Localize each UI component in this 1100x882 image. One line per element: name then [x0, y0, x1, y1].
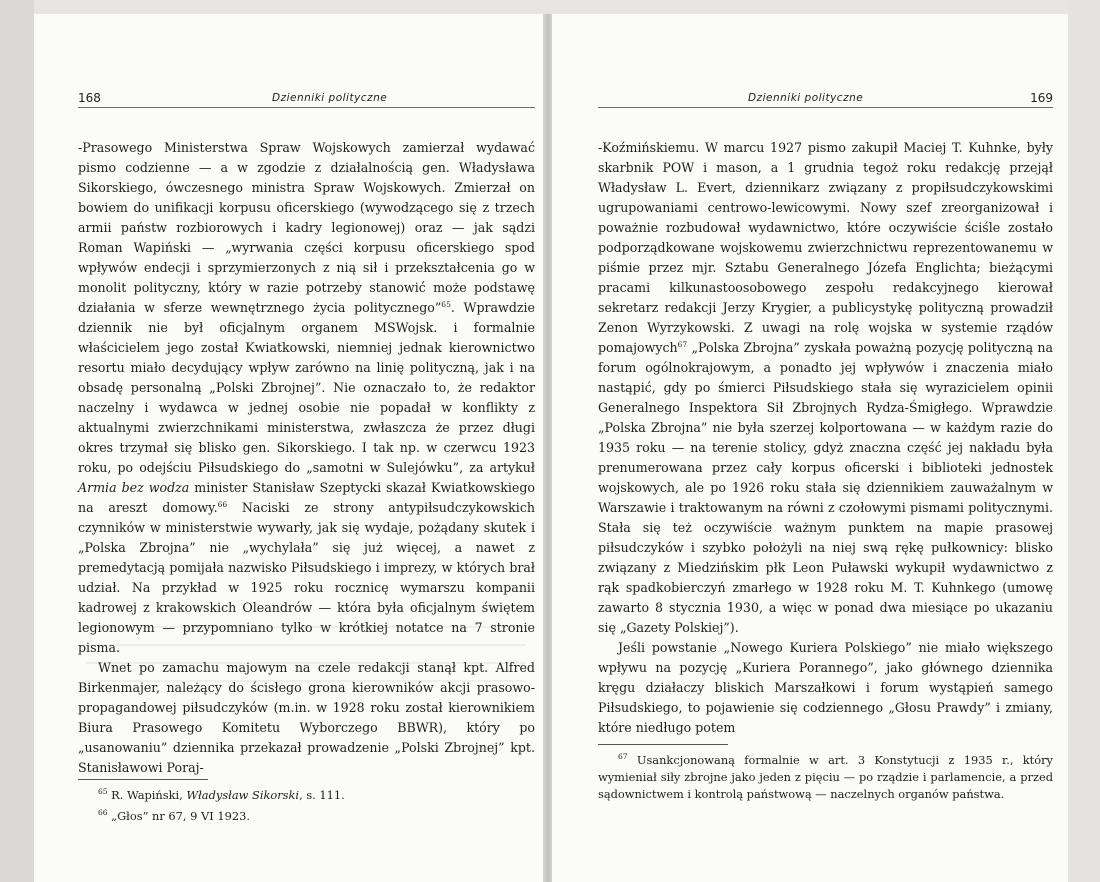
left-page-header: [78, 91, 535, 108]
footnote-rule: [78, 779, 208, 780]
paragraph: [598, 138, 1053, 638]
text-run: Wnet po zamachu majowym na czele redakcji stanął kpt. Alfred Birkenmajer, należący do ścisłego grona kierowników akcji prasowo-propagandowej piłsudczyków (m.in. w 1928 roku został kierownikiem Biura Prasowego Komitetu Wyborczego BBWR), który po „usanowaniu” dziennika przekazał prowadzenie „Polski Zbrojnej” kpt. Stanisławowi Poraj-: [78, 660, 535, 775]
left-page: [34, 14, 544, 882]
footnote-rule: [598, 744, 728, 745]
running-head: Dzienniki polityczne: [748, 92, 864, 104]
right-book-edge: [1068, 0, 1100, 882]
italic-title: Armia bez wodza: [78, 480, 190, 495]
text-run: Usankcjonowaną formalnie w art. 3 Konstytucji z 1935 r., który wymieniał siły zbrojne jako jeden z pięciu — po rządzie i parlamencie, a przed sądownictwem i kontrolą państwową — naczelnych organów państwa.: [598, 752, 1053, 801]
running-head: Dzienniki polityczne: [272, 92, 388, 104]
footnote-marker: 67: [618, 752, 628, 761]
footnote: [598, 748, 1053, 803]
left-book-edge: [0, 0, 34, 882]
footnote-marker: 65: [98, 787, 108, 796]
text-run: -Koźmińskiemu. W marcu 1927 pismo zakupił Maciej T. Kuhnke, były skarbnik POW i mason, a 1 grudnia tegoż roku redakcję przejął Władysław L. Evert, dziennikarz związany z propiłsudczykowskimi ugrupowaniami centrowo-lewicowymi. Nowy szef zreorganizował i poważnie rozbudował wydawnictwo, które oczywiście ściśle zostało podporządkowane wojskowemu zwierzchnictwu reprezentowanemu w piśmie przez mjr. Sztabu Generalnego Józefa Englichta; bieżącymi pracami kilkunastoosobowego zespołu redakcyjnego kierował sekretarz redakcji Jerzy Krygier, a publicystykę polityczną prowadził Zenon Wyrzykowski. Z uwagi na rolę wojska w systemie rządów pomajowych: [598, 140, 1053, 355]
text-run: Naciski ze strony antypiłsudczykowskich czynników w ministerstwie wywarły, jak się wydaje, pożądany skutek i „Polska Zbrojna” nie „wychylała” się już więcej, a nawet z premedytacją pomijała nazwisko Piłsudskiego i imprezy, w których brał udział. Na przykład w 1925 roku rocznicę wymarszu kompanii kadrowej z krakowskich Oleandrów — która była oficjalnym świętem legionowym — przypomniano tylko w krótkiej notatce na 7 stronie pisma.: [78, 500, 535, 655]
text-run: „Polska Zbrojna” zyskała poważną pozycję polityczną na forum ogólnokrajowym, a ponadto jej wpływów i znaczenia miało nastąpić, gdy po śmierci Piłsudskiego stała się wyrazicielem opinii Generalnego Inspektora Sił Zbrojnych Rydza-Śmigłego. Wprawdzie „Polska Zbrojna” nie była szerzej kolportowana — w każdym razie do 1935 roku — na terenie stolicy, gdyż znaczna część jej nakładu była prenumerowana przez cały korpus oficerski i biblioteki jednostek wojskowych, ale po 1926 roku stała się dziennikiem zauważalnym w Warszawie i traktowanym na równi z czołowymi pismami politycznymi. Stała się też oczywiście ważnym punktem na mapie prasowej piłsudczyków i szybko położyli na niej swą rękę pułkownicy: blisko związany z Miedzińskim płk Leon Puławski wykupił wydawnictwo z rąk spadkobierczyń zmarłego w 1928 roku M. T. Kuhnkego (umowę zawarto 8 stycznia 1930, a więc w ponad dwa miesiące po ukazaniu się „Gazety Polskiej”).: [598, 340, 1053, 635]
page-number: 169: [1030, 91, 1053, 105]
footnote-marker: 65: [441, 299, 451, 309]
paragraph: [78, 658, 535, 778]
right-body-text: [598, 138, 1053, 738]
footnote-marker: 66: [98, 807, 108, 817]
text-run: „Głos” nr 67, 9 VI 1923.: [107, 808, 250, 823]
text-run: Jeśli powstanie „Nowego Kuriera Polskiego” nie miało większego wpływu na pozycję „Kuriera Porannego”, jako głównego dziennika kręgu działaczy bliskich Marszałkowi i forum wystąpień samego Piłsudskiego, to pojawienie się codziennego „Głosu Prawdy” i zmiany, które niedługo potem: [598, 640, 1053, 735]
text-run: , s. 111.: [299, 787, 345, 802]
text-run: . Wprawdzie dziennik nie był oficjalnym organem MSWojsk. i formalnie właścicielem jego został Kwiatkowski, niemniej jednak kierownictwo resortu miało decydujący wpływ zarówno na linię polityczną, jak i na obsadę personalną „Polski Zbrojnej”. Nie oznaczało to, że redaktor naczelny i wydawca w jednej osobie nie popadał w konflikty z aktualnymi zwierzchnikami ministerstwa, zwłaszcza że przez długi okres trzymał się blisko gen. Sikorskiego. I tak np. w czerwcu 1923 roku, po odejściu Piłsudskiego do „samotni w Sulejówku”, za artykuł: [78, 300, 535, 475]
text-run: R. Wapiński,: [107, 787, 187, 802]
text-run: -Prasowego Ministerstwa Spraw Wojskowych zamierzał wydawać pismo codzienne — a w zgodzie z działalnością gen. Władysława Sikorskiego, ówczesnego ministra Spraw Wojskowych. Zmierzał on bowiem do unifikacji korpusu oficerskiego (wywodzącego się z trzech armii państw rozbiorowych i kadry legionowej) oraz — jak sądzi Roman Wapiński — „wyrwania części korpusu oficerskiego spod wpływów endecji i sprzymierzonych z nią sił i przekształcenia go w monolit polityczny, który w razie potrzeby stanowić może podstawę działania w sferze wewnętrznego życia politycznego”: [78, 140, 535, 315]
footnote: [78, 783, 518, 804]
right-page: [552, 14, 1068, 882]
footnote-marker: 66: [217, 499, 228, 509]
footnote-marker: 67: [677, 339, 688, 349]
right-page-header: [598, 91, 1053, 108]
left-body-text: [78, 138, 535, 778]
left-footnotes: [78, 783, 518, 825]
page-number: 168: [78, 91, 101, 105]
paragraph: [78, 138, 535, 658]
footnote: [78, 804, 518, 825]
italic-title: Władysław Sikorski: [186, 787, 300, 802]
text-run: minister Stanisław Szeptycki skazał Kwiatkowskiego na areszt domowy.: [78, 480, 535, 515]
right-footnotes: [598, 748, 1053, 803]
paragraph: [598, 638, 1053, 738]
